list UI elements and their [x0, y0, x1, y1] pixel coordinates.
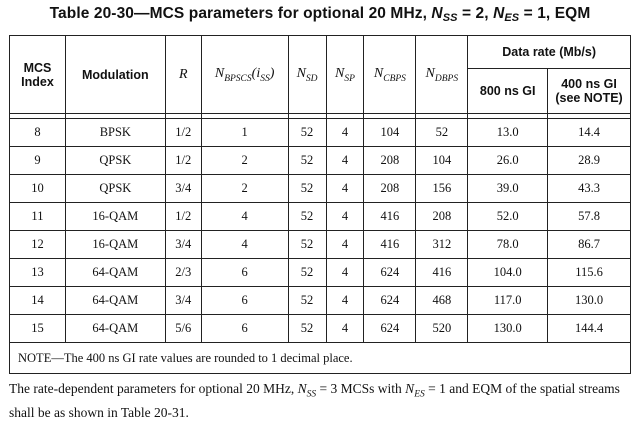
- cell-gi800: 39.0: [468, 175, 548, 203]
- cell-nsd: 52: [288, 203, 326, 231]
- header-nsp: [326, 36, 364, 114]
- para-nes-base: N: [405, 381, 415, 396]
- cell-gi800: 13.0: [468, 119, 548, 147]
- cell-mcs: 12: [10, 231, 66, 259]
- cell-gi400: 86.7: [548, 231, 631, 259]
- nbpscs-paren: (i: [251, 65, 261, 81]
- mcs-parameters-table: [9, 35, 631, 374]
- cell-gi800: 117.0: [468, 287, 548, 315]
- gi400-line2: (see NOTE): [555, 91, 623, 105]
- cell-gi400: 115.6: [548, 259, 631, 287]
- caption-nss-symbol: N: [431, 5, 443, 22]
- cell-nbpscs: 6: [201, 259, 288, 287]
- cell-ndbps: 156: [416, 175, 468, 203]
- cell-gi400: 43.3: [548, 175, 631, 203]
- cell-nsp: 4: [326, 315, 364, 343]
- cell-gi800: 104.0: [468, 259, 548, 287]
- cell-r: 1/2: [165, 119, 201, 147]
- nsd-sub: SD: [305, 73, 318, 84]
- nbpscs-base: N: [214, 65, 225, 81]
- cell-gi800: 130.0: [468, 315, 548, 343]
- nbpscs-sub: BPSCS: [224, 73, 252, 84]
- cell-nsp: 4: [326, 259, 364, 287]
- ndbps-sub: DBPS: [434, 73, 459, 84]
- cell-ncbps: 624: [364, 259, 416, 287]
- header-mcs-index: MCS Index: [10, 36, 66, 114]
- cell-mod: BPSK: [65, 119, 165, 147]
- cell-r: 1/2: [165, 203, 201, 231]
- cell-nsd: 52: [288, 147, 326, 175]
- cell-r: 5/6: [165, 315, 201, 343]
- cell-nbpscs: 1: [201, 119, 288, 147]
- cell-nsd: 52: [288, 315, 326, 343]
- header-ncbps: [364, 36, 416, 114]
- cell-nsd: 52: [288, 175, 326, 203]
- cell-mcs: 15: [10, 315, 66, 343]
- header-modulation: Modulation: [65, 36, 165, 114]
- cell-gi400: 130.0: [548, 287, 631, 315]
- cell-nsd: 52: [288, 119, 326, 147]
- table-row: [10, 287, 631, 315]
- cell-nsd: 52: [288, 287, 326, 315]
- cell-nsp: 4: [326, 119, 364, 147]
- cell-mcs: 9: [10, 147, 66, 175]
- header-ndbps: [416, 36, 468, 114]
- nsp-base: N: [335, 65, 345, 81]
- cell-mod: 16-QAM: [65, 203, 165, 231]
- header-r-text: R: [178, 66, 188, 82]
- cell-nsp: 4: [326, 287, 364, 315]
- cell-gi400: 14.4: [548, 119, 631, 147]
- cell-nbpscs: 2: [201, 175, 288, 203]
- header-data-rate: Data rate (Mb/s): [468, 36, 631, 69]
- cell-ncbps: 416: [364, 203, 416, 231]
- caption-nss-sub: SS: [442, 12, 458, 24]
- cell-nsp: 4: [326, 147, 364, 175]
- cell-ncbps: 104: [364, 119, 416, 147]
- cell-mcs: 10: [10, 175, 66, 203]
- nsd-base: N: [296, 65, 306, 81]
- para-part2: = 3 MCSs with: [316, 381, 406, 396]
- cell-ncbps: 208: [364, 175, 416, 203]
- header-r: [165, 36, 201, 114]
- header-800ns-gi: 800 ns GI: [468, 69, 548, 114]
- cell-ndbps: 520: [416, 315, 468, 343]
- cell-ncbps: 624: [364, 315, 416, 343]
- cell-ndbps: 52: [416, 119, 468, 147]
- table-row: [10, 203, 631, 231]
- cell-mod: QPSK: [65, 175, 165, 203]
- table-row: [10, 259, 631, 287]
- cell-nbpscs: 6: [201, 287, 288, 315]
- nsp-sub: SP: [344, 73, 355, 84]
- cell-gi800: 78.0: [468, 231, 548, 259]
- cell-nbpscs: 6: [201, 315, 288, 343]
- cell-ndbps: 416: [416, 259, 468, 287]
- cell-ndbps: 312: [416, 231, 468, 259]
- table-row: [10, 175, 631, 203]
- cell-nbpscs: 4: [201, 231, 288, 259]
- para-part3: = 1 and EQM of the spatial streams shall be as shown in Table 20-31.: [9, 381, 620, 420]
- nbpscs-close: ): [269, 65, 275, 81]
- table-note: NOTE—The 400 ns GI rate values are rounded to 1 decimal place.: [10, 343, 631, 374]
- cell-r: 3/4: [165, 287, 201, 315]
- header-400ns-gi: [548, 69, 631, 114]
- cell-mcs: 13: [10, 259, 66, 287]
- cell-nsp: 4: [326, 231, 364, 259]
- cell-mod: 16-QAM: [65, 231, 165, 259]
- table-row: [10, 119, 631, 147]
- ndbps-base: N: [425, 65, 435, 81]
- cell-nsp: 4: [326, 203, 364, 231]
- para-nes-sub: ES: [414, 389, 425, 400]
- cell-ndbps: 104: [416, 147, 468, 175]
- body-paragraph: [9, 380, 634, 421]
- para-nss-base: N: [297, 381, 307, 396]
- cell-gi400: 57.8: [548, 203, 631, 231]
- caption-nes-symbol: N: [493, 5, 505, 22]
- cell-mod: QPSK: [65, 147, 165, 175]
- caption-nss-value: = 2,: [457, 5, 494, 22]
- cell-ncbps: 624: [364, 287, 416, 315]
- ncbps-base: N: [373, 65, 384, 81]
- para-nss-sub: SS: [306, 389, 317, 400]
- gi400-line1: 400 ns GI: [561, 77, 617, 91]
- cell-ncbps: 416: [364, 231, 416, 259]
- cell-r: 3/4: [165, 231, 201, 259]
- cell-mod: 64-QAM: [65, 315, 165, 343]
- cell-nbpscs: 4: [201, 203, 288, 231]
- header-nbpscs: [201, 36, 288, 114]
- cell-r: 1/2: [165, 147, 201, 175]
- caption-nes-value: = 1, EQM: [519, 5, 591, 22]
- cell-nsd: 52: [288, 231, 326, 259]
- caption-prefix: Table 20-30—MCS parameters for optional 20 MHz,: [49, 5, 432, 22]
- caption-nes-sub: ES: [504, 12, 520, 24]
- ncbps-sub: CBPS: [383, 73, 406, 84]
- table-row: [10, 231, 631, 259]
- cell-nbpscs: 2: [201, 147, 288, 175]
- cell-ncbps: 208: [364, 147, 416, 175]
- cell-ndbps: 468: [416, 287, 468, 315]
- cell-nsd: 52: [288, 259, 326, 287]
- cell-r: 2/3: [165, 259, 201, 287]
- cell-gi400: 28.9: [548, 147, 631, 175]
- cell-r: 3/4: [165, 175, 201, 203]
- cell-mcs: 11: [10, 203, 66, 231]
- cell-mod: 64-QAM: [65, 287, 165, 315]
- table-row: [10, 315, 631, 343]
- header-nsd: [288, 36, 326, 114]
- cell-gi800: 26.0: [468, 147, 548, 175]
- nbpscs-paren-sub: SS: [260, 73, 270, 84]
- table-caption: [0, 3, 640, 25]
- cell-mod: 64-QAM: [65, 259, 165, 287]
- table-row: [10, 147, 631, 175]
- para-part1: The rate-dependent parameters for optional 20 MHz,: [9, 381, 298, 396]
- cell-mcs: 14: [10, 287, 66, 315]
- cell-mcs: 8: [10, 119, 66, 147]
- cell-gi800: 52.0: [468, 203, 548, 231]
- cell-ndbps: 208: [416, 203, 468, 231]
- cell-nsp: 4: [326, 175, 364, 203]
- cell-gi400: 144.4: [548, 315, 631, 343]
